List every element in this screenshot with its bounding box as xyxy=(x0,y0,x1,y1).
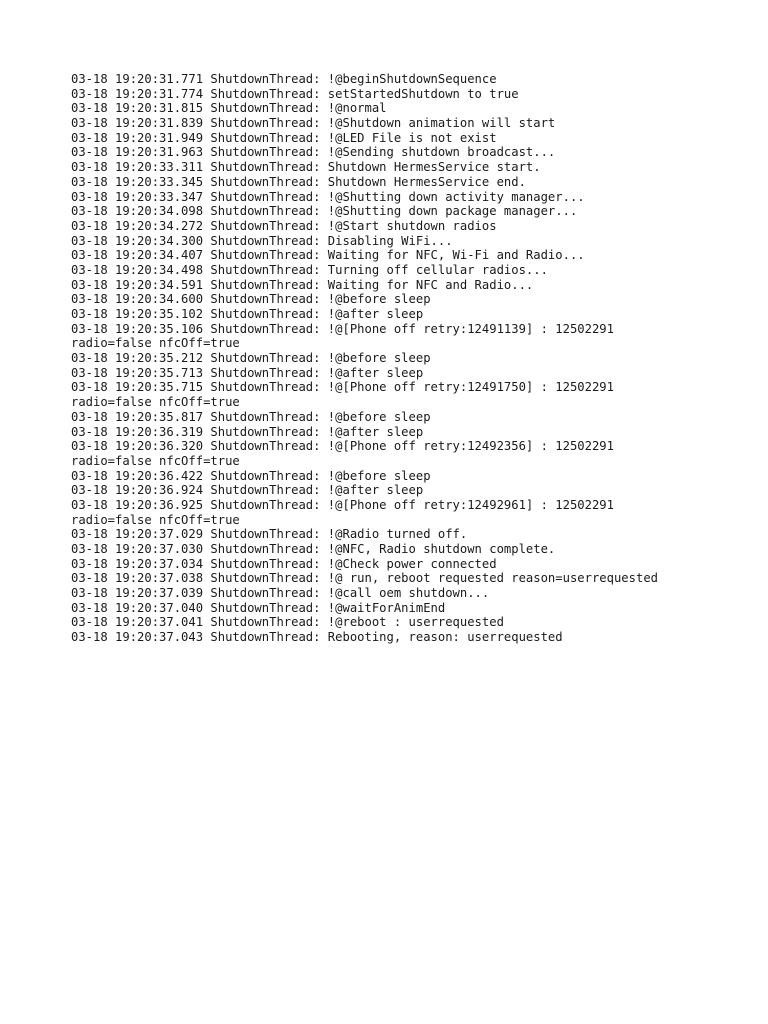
log-line: 03-18 19:20:33.311 ShutdownThread: Shutdown HermesService start. xyxy=(71,160,541,175)
log-line: 03-18 19:20:35.212 ShutdownThread: !@before sleep xyxy=(71,351,431,366)
log-line: 03-18 19:20:31.963 ShutdownThread: !@Sending shutdown broadcast... xyxy=(71,145,556,160)
log-line: 03-18 19:20:34.098 ShutdownThread: !@Shutting down package manager... xyxy=(71,204,578,219)
shutdown-log xyxy=(71,72,761,645)
log-line: 03-18 19:20:37.043 ShutdownThread: Rebooting, reason: userrequested xyxy=(71,630,563,645)
log-line: 03-18 19:20:34.600 ShutdownThread: !@before sleep xyxy=(71,292,431,307)
log-line: 03-18 19:20:31.771 ShutdownThread: !@beginShutdownSequence xyxy=(71,72,497,86)
log-line: 03-18 19:20:31.774 ShutdownThread: setStartedShutdown to true xyxy=(71,86,519,101)
log-line: 03-18 19:20:34.498 ShutdownThread: Turning off cellular radios... xyxy=(71,262,548,277)
log-line: 03-18 19:20:34.591 ShutdownThread: Waiting for NFC and Radio... xyxy=(71,277,534,292)
log-line: 03-18 19:20:36.320 ShutdownThread: !@[Phone off retry:12492356] : 12502291 xyxy=(71,439,614,454)
log-line: 03-18 19:20:37.029 ShutdownThread: !@Radio turned off. xyxy=(71,527,468,542)
log-line: 03-18 19:20:37.039 ShutdownThread: !@call oem shutdown... xyxy=(71,586,490,601)
log-line: 03-18 19:20:31.815 ShutdownThread: !@normal xyxy=(71,101,387,116)
log-line: radio=false nfcOff=true xyxy=(71,336,240,351)
log-line: 03-18 19:20:36.925 ShutdownThread: !@[Phone off retry:12492961] : 12502291 xyxy=(71,497,614,512)
log-line: 03-18 19:20:36.422 ShutdownThread: !@before sleep xyxy=(71,468,431,483)
log-line: 03-18 19:20:37.041 ShutdownThread: !@reboot : userrequested xyxy=(71,615,504,630)
log-line: 03-18 19:20:36.924 ShutdownThread: !@after sleep xyxy=(71,483,424,498)
log-line: 03-18 19:20:31.949 ShutdownThread: !@LED File is not exist xyxy=(71,130,497,145)
log-line: 03-18 19:20:37.034 ShutdownThread: !@Check power connected xyxy=(71,556,497,571)
log-line: 03-18 19:20:34.407 ShutdownThread: Waiting for NFC, Wi-Fi and Radio... xyxy=(71,248,585,263)
log-line: 03-18 19:20:31.839 ShutdownThread: !@Shutdown animation will start xyxy=(71,116,556,131)
log-line: 03-18 19:20:35.102 ShutdownThread: !@after sleep xyxy=(71,307,424,321)
log-line: 03-18 19:20:34.272 ShutdownThread: !@Start shutdown radios xyxy=(71,218,497,233)
log-line: 03-18 19:20:37.030 ShutdownThread: !@NFC, Radio shutdown complete. xyxy=(71,542,556,556)
log-line: 03-18 19:20:36.319 ShutdownThread: !@after sleep xyxy=(71,424,424,439)
log-line: 03-18 19:20:33.345 ShutdownThread: Shutdown HermesService end. xyxy=(71,174,526,189)
log-line: 03-18 19:20:35.106 ShutdownThread: !@[Phone off retry:12491139] : 12502291 xyxy=(71,321,614,336)
log-line: 03-18 19:20:35.715 ShutdownThread: !@[Phone off retry:12491750] : 12502291 xyxy=(71,380,614,395)
log-line: 03-18 19:20:35.713 ShutdownThread: !@after sleep xyxy=(71,365,424,380)
log-line: 03-18 19:20:37.040 ShutdownThread: !@waitForAnimEnd xyxy=(71,600,446,615)
log-line: 03-18 19:20:37.038 ShutdownThread: !@ run, reboot requested reason=userrequested xyxy=(71,571,658,586)
log-line: radio=false nfcOff=true xyxy=(71,512,240,527)
log-line: 03-18 19:20:35.817 ShutdownThread: !@before sleep xyxy=(71,409,431,424)
log-line: 03-18 19:20:33.347 ShutdownThread: !@Shutting down activity manager... xyxy=(71,189,585,204)
log-line: radio=false nfcOff=true xyxy=(71,395,240,410)
log-line: radio=false nfcOff=true xyxy=(71,453,240,468)
log-line: 03-18 19:20:34.300 ShutdownThread: Disabling WiFi... xyxy=(71,233,453,248)
